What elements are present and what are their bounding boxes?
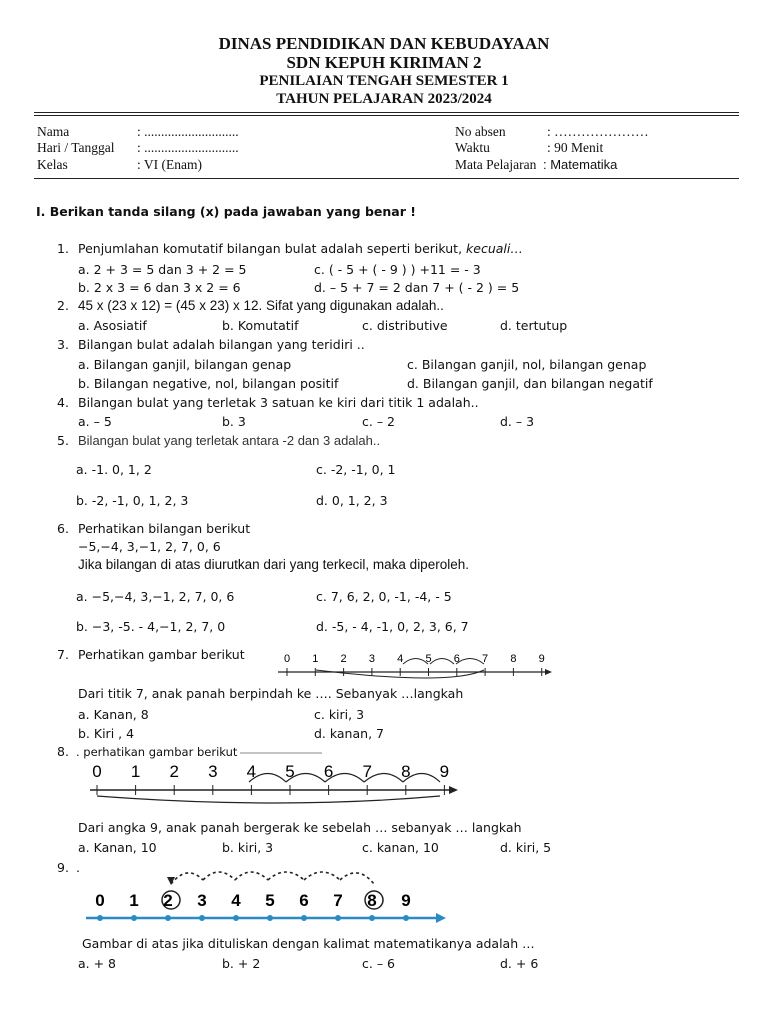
q7-prompt: Dari titik 7, anak panah berpindah ke …. Sebanyak …langkah [78, 686, 464, 701]
q9-label-6: 6 [299, 891, 309, 910]
q2-option-b[interactable]: b. Komutatif [222, 318, 299, 333]
absen-label: No absen [455, 124, 506, 139]
waktu-label: Waktu [455, 140, 490, 155]
q1-stem-italic: kecuali… [466, 241, 523, 256]
q9-label-1: 1 [129, 891, 139, 910]
hari-field[interactable]: : ............................ [137, 140, 239, 155]
q7-number-line [270, 648, 560, 684]
q1-text [78, 241, 523, 256]
q1-option-d[interactable]: d. – 5 + 7 = 2 dan 7 + ( - 2 ) = 5 [314, 280, 520, 295]
q9-label-8: 8 [367, 891, 377, 910]
q9-text: . [76, 860, 80, 875]
q9-axis-arrowhead [436, 913, 446, 923]
q9-number-line [82, 862, 452, 926]
q6-option-b[interactable]: b. −3, -5. - 4,−1, 2, 7, 0 [76, 619, 226, 634]
q9-tick-8 [369, 915, 375, 921]
q7-option-b[interactable]: b. Kiri , 4 [78, 726, 135, 741]
q7-option-a[interactable]: a. Kanan, 8 [78, 707, 149, 722]
q8-option-b[interactable]: b. kiri, 3 [222, 840, 274, 855]
q8-label-0: 0 [92, 762, 102, 781]
q7-jump-1 [403, 659, 428, 665]
q9-tick-1 [131, 915, 137, 921]
q7-label-3: 3 [368, 653, 375, 665]
q9-label-4: 4 [231, 891, 241, 910]
q7-option-c[interactable]: c. kiri, 3 [314, 707, 365, 722]
q9-jump-3 [235, 872, 268, 880]
q4-option-c[interactable]: c. – 2 [362, 414, 395, 429]
q9-label-2: 2 [163, 891, 173, 910]
q8-label-4: 4 [246, 762, 257, 781]
q9-jump-1 [171, 873, 203, 884]
q6-option-d[interactable]: d. -5, - 4, -1, 0, 2, 3, 6, 7 [316, 619, 469, 634]
q3-number: 3. [57, 337, 69, 352]
q9-option-d[interactable]: d. + 6 [500, 956, 539, 971]
q2-option-c[interactable]: c. distributive [362, 318, 448, 333]
q6-option-c[interactable]: c. 7, 6, 2, 0, -1, -4, - 5 [316, 589, 452, 604]
q8-option-d[interactable]: d. kiri, 5 [500, 840, 552, 855]
q9-option-c[interactable]: c. – 6 [362, 956, 395, 971]
q9-tick-9 [403, 915, 409, 921]
header-school: SDN KEPUH KIRIMAN 2 [286, 53, 482, 72]
q3-option-c[interactable]: c. Bilangan ganjil, nol, bilangan genap [407, 357, 647, 372]
q9-tick-7 [335, 915, 341, 921]
q9-arrowhead [167, 877, 175, 885]
q9-jump-2 [203, 872, 235, 880]
q9-option-a[interactable]: a. + 8 [78, 956, 117, 971]
q1-number: 1. [57, 241, 69, 256]
waktu-field: : 90 Menit [547, 140, 604, 155]
q6-text: Perhatikan bilangan berikut [78, 521, 251, 536]
q9-jump-5 [304, 872, 340, 880]
mapel-label: Mata Pelajaran [455, 157, 537, 172]
q9-option-b[interactable]: b. + 2 [222, 956, 261, 971]
q6-instruction: Jika bilangan di atas diurutkan dari yang terkecil, maka diperoleh. [78, 557, 469, 572]
q7-label-1: 1 [312, 653, 319, 665]
q9-tick-6 [301, 915, 307, 921]
q8-number: 8. [57, 744, 69, 759]
q9-tick-3 [199, 915, 205, 921]
q8-label-2: 2 [169, 762, 179, 781]
header-year: TAHUN PELAJARAN 2023/2024 [276, 91, 492, 107]
q1-option-b[interactable]: b. 2 x 3 = 6 dan 3 x 2 = 6 [78, 280, 241, 295]
q7-jump-2 [430, 659, 454, 665]
q8-label-9: 9 [439, 762, 450, 781]
header-divider-top [34, 112, 739, 113]
nama-label: Nama [37, 124, 70, 139]
q2-text: 45 x (23 x 12) = (45 x 23) x 12. Sifat yang digunakan adalah.. [78, 298, 444, 313]
q9-jump-4 [268, 872, 304, 880]
q9-label-3: 3 [197, 891, 207, 910]
absen-field[interactable]: : ………………… [547, 124, 649, 139]
q4-option-d[interactable]: d. – 3 [500, 414, 535, 429]
q7-label-9: 9 [538, 653, 545, 665]
q3-option-d[interactable]: d. Bilangan ganjil, dan bilangan negatif [407, 376, 653, 391]
q9-tick-5 [267, 915, 273, 921]
q7-option-d[interactable]: d. kanan, 7 [314, 726, 384, 741]
q4-text: Bilangan bulat yang terletak 3 satuan ke kiri dari titik 1 adalah.. [78, 395, 479, 410]
q6-sequence: −5,−4, 3,−1, 2, 7, 0, 6 [78, 539, 221, 554]
q2-option-d[interactable]: d. tertutup [500, 318, 568, 333]
header-divider-bottom [34, 115, 739, 116]
q6-option-a[interactable]: a. −5,−4, 3,−1, 2, 7, 0, 6 [76, 589, 235, 604]
q5-option-b[interactable]: b. -2, -1, 0, 1, 2, 3 [76, 493, 189, 508]
q4-option-b[interactable]: b. 3 [222, 414, 246, 429]
q8-option-c[interactable]: c. kanan, 10 [362, 840, 439, 855]
q9-label-9: 9 [401, 891, 411, 910]
q7-label-4: 4 [397, 653, 404, 665]
q9-tick-0 [97, 915, 103, 921]
q9-label-7: 7 [333, 891, 343, 910]
q9-number: 9. [57, 860, 69, 875]
q7-label-5: 5 [425, 653, 432, 665]
q1-stem: Penjumlahan komutatif bilangan bulat adalah seperti berikut, [78, 241, 463, 256]
q8-prompt: Dari angka 9, anak panah bergerak ke sebelah … sebanyak … langkah [78, 820, 522, 835]
q7-label-8: 8 [510, 653, 517, 665]
q7-axis-arrowhead [545, 669, 552, 675]
q5-number: 5. [57, 433, 69, 448]
q9-prompt: Gambar di atas jika dituliskan dengan kalimat matematikanya adalah … [82, 936, 535, 951]
q9-jump-6 [340, 873, 374, 884]
q2-number: 2. [57, 298, 69, 313]
q3-option-b[interactable]: b. Bilangan negative, nol, bilangan positif [78, 376, 339, 391]
q9-tick-4 [233, 915, 239, 921]
kelas-field: : VI (Enam) [137, 157, 202, 172]
q7-text: Perhatikan gambar berikut [78, 647, 245, 662]
q5-option-c[interactable]: c. -2, -1, 0, 1 [316, 462, 396, 477]
q8-label-6: 6 [323, 762, 334, 781]
q9-tick-2 [165, 915, 171, 921]
q8-label-5: 5 [285, 762, 295, 781]
q7-label-0: 0 [283, 653, 291, 665]
q7-label-2: 2 [340, 653, 347, 665]
q3-text: Bilangan bulat adalah bilangan yang teridiri .. [78, 337, 365, 352]
q1-option-a[interactable]: a. 2 + 3 = 5 dan 3 + 2 = 5 [78, 262, 247, 277]
q4-option-a[interactable]: a. – 5 [78, 414, 112, 429]
q1-option-c[interactable]: c. ( - 5 + ( - 9 ) ) +11 = - 3 [314, 262, 481, 277]
q6-number: 6. [57, 521, 69, 536]
q8-text: . perhatikan gambar berikut [76, 745, 238, 759]
header-agency: DINAS PENDIDIKAN DAN KEBUDAYAAN [218, 34, 550, 53]
q3-option-a[interactable]: a. Bilangan ganjil, bilangan genap [78, 357, 292, 372]
q8-number-line [82, 752, 462, 806]
q8-label-1: 1 [130, 762, 141, 781]
q8-label-7: 7 [362, 762, 372, 781]
q7-label-7: 7 [482, 653, 489, 665]
identity-divider [34, 178, 739, 179]
q5-text: Bilangan bulat yang terletak antara -2 dan 3 adalah.. [78, 433, 381, 448]
section-title: I. Berikan tanda silang (x) pada jawaban yang benar ! [36, 204, 416, 219]
q7-label-6: 6 [453, 653, 460, 665]
nama-field[interactable]: : ............................ [137, 124, 239, 139]
q7-jump-3 [456, 659, 484, 665]
q4-number: 4. [57, 395, 69, 410]
q7-number: 7. [57, 647, 69, 662]
q8-axis-arrowhead [449, 786, 458, 794]
q5-option-a[interactable]: a. -1. 0, 1, 2 [76, 462, 152, 477]
q8-label-8: 8 [401, 762, 411, 781]
q5-option-d[interactable]: d. 0, 1, 2, 3 [316, 493, 388, 508]
q8-option-a[interactable]: a. Kanan, 10 [78, 840, 157, 855]
q9-label-5: 5 [265, 891, 275, 910]
q8-long-arc [97, 796, 440, 803]
kelas-label: Kelas [37, 157, 68, 172]
q8-label-3: 3 [208, 762, 218, 781]
q2-option-a[interactable]: a. Asosiatif [78, 318, 147, 333]
header-exam: PENILAIAN TENGAH SEMESTER 1 [259, 73, 509, 89]
q9-label-0: 0 [95, 891, 105, 910]
hari-label: Hari / Tanggal [37, 140, 115, 155]
mapel-field: : Matematika [543, 157, 618, 172]
